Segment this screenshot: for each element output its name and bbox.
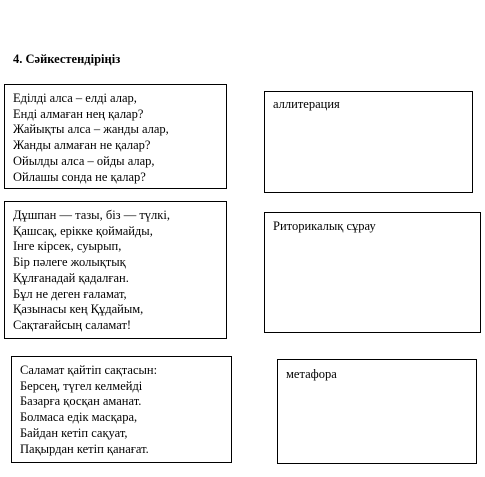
poem-line: Құлғанадай қадалған. [13, 270, 129, 285]
poem-line: Қашсақ, ерікке қоймайды, [13, 223, 153, 238]
poem-line: Базарға қосқан аманат. [20, 394, 142, 409]
poem-box-3 [11, 356, 232, 463]
term-box-rhetorical-question [264, 212, 481, 333]
poem-line: Еділді алса – елді алар, [13, 91, 137, 105]
poem-line: Қазынасы кең Құдайым, [13, 302, 144, 317]
poem-line: Ойлашы сонда не қалар? [13, 169, 146, 184]
term-label: Риторикалық сұрау [273, 219, 376, 233]
poem-line: Бір пәлеге жолықтық [13, 255, 126, 270]
term-box-metaphor [277, 359, 477, 464]
poem-line: Пақырдан кетіп қанағат. [20, 441, 149, 456]
poem-line: Інге кірсек, суырып, [13, 239, 122, 254]
poem-box-2 [4, 201, 227, 339]
poem-line: Ойылды алса – ойды алар, [13, 153, 155, 168]
poem-line: Берсең, түгел келмейді [20, 378, 143, 393]
term-label: аллитерация [273, 97, 340, 111]
poem-line: Дұшпан — тазы, біз — түлкі, [13, 208, 170, 222]
poem-line: Жанды алмаған не қалар? [13, 138, 151, 153]
poem-line: Бұл не деген ғаламат, [13, 286, 127, 301]
poem-box-1 [4, 84, 227, 189]
poem-line: Болмаса едік масқара, [20, 410, 138, 425]
poem-line: Саламат қайтіп сақтасын: [20, 363, 158, 377]
poem-text-1 [13, 91, 226, 185]
term-box-alliteration [264, 91, 473, 193]
poem-line: Байдан кетіп сақуат, [20, 425, 128, 440]
poem-line: Сақтағайсың саламат! [13, 317, 132, 332]
term-label: метафора [286, 367, 337, 381]
poem-line: Енді алмаған нең қалар? [13, 106, 144, 121]
poem-line: Жайықты алса – жанды алар, [13, 122, 169, 137]
task-title: 4. Сәйкестендіріңіз [13, 52, 121, 66]
poem-text-2 [13, 208, 226, 334]
poem-text-3 [20, 363, 231, 457]
